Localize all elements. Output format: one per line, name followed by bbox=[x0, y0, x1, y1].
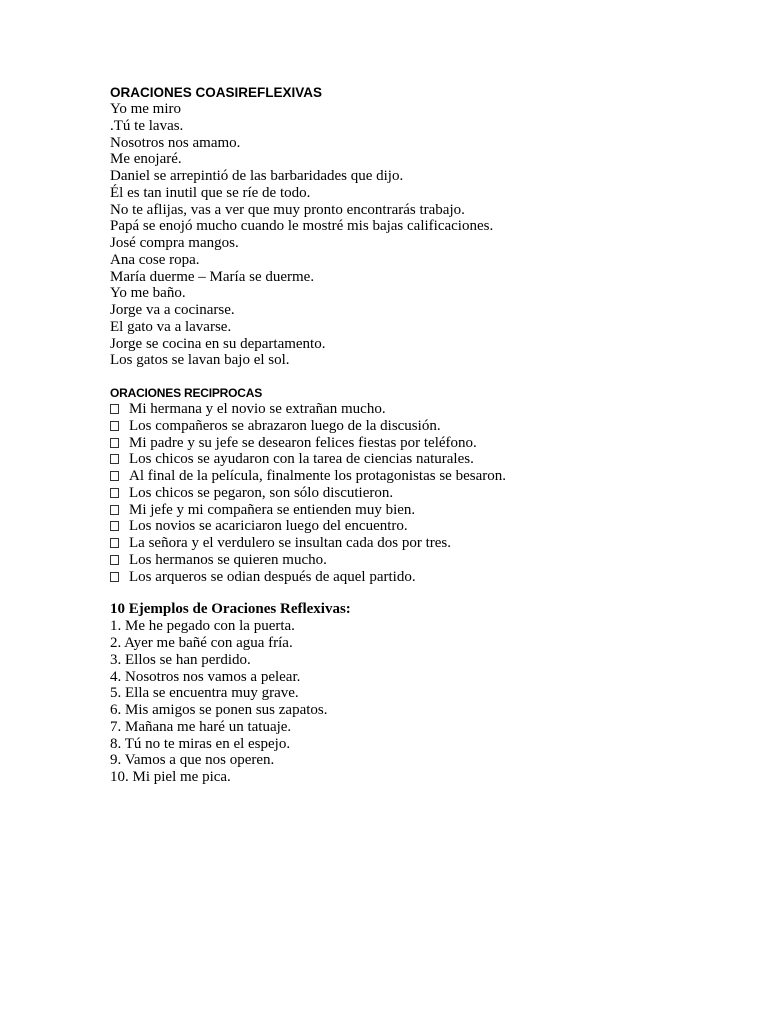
list-item: 2. Ayer me bañé con agua fría. bbox=[110, 635, 293, 651]
bullet-box-icon bbox=[110, 538, 119, 548]
sentence-line: Papá se enojó mucho cuando le mostré mis bajas calificaciones. bbox=[110, 218, 494, 235]
sentence-line: Ana cose ropa. bbox=[110, 251, 200, 268]
sentence-line: No te aflijas, vas a ver que muy pronto encontrarás trabajo. bbox=[110, 201, 465, 218]
list-item: 4. Nosotros nos vamos a pelear. bbox=[110, 668, 301, 685]
list-item-text: Mi jefe y mi compañera se entienden muy bien. bbox=[129, 501, 416, 518]
list-item-text: Los novios se acariciaron luego del encuentro. bbox=[129, 518, 408, 535]
list-item-text: Mi padre y su jefe se desearon felices fiestas por teléfono. bbox=[129, 434, 477, 451]
list-item: 8. Tú no te miras en el espejo. bbox=[110, 735, 291, 752]
list-item-text: La señora y el verdulero se insultan cada dos por tres. bbox=[129, 535, 451, 551]
bullet-box-icon bbox=[110, 521, 119, 531]
list-item bbox=[110, 518, 710, 535]
list-item-text: Al final de la película, finalmente los protagonistas se besaron. bbox=[129, 468, 506, 484]
list-item bbox=[110, 535, 710, 552]
list-item bbox=[110, 451, 710, 468]
list-item-text: Los arqueros se odian después de aquel partido. bbox=[129, 568, 416, 585]
section-title-reciprocas: ORACIONES RECIPROCAS bbox=[110, 386, 263, 400]
sentence-line: María duerme – María se duerme. bbox=[110, 268, 315, 285]
bullet-box-icon bbox=[110, 572, 119, 582]
sentence-line: Él es tan inutil que se ríe de todo. bbox=[110, 184, 311, 201]
sentence-line: Nosotros nos amamo. bbox=[110, 134, 241, 151]
list-item: 10. Mi piel me pica. bbox=[110, 769, 231, 785]
bullet-box-icon bbox=[110, 471, 119, 481]
bullet-box-icon bbox=[110, 488, 119, 498]
list-item-text: Los compañeros se abrazaron luego de la discusión. bbox=[129, 417, 441, 434]
list-item bbox=[110, 468, 710, 485]
coasireflexivas-list bbox=[110, 101, 710, 369]
sentence-line: Yo me miro bbox=[110, 101, 181, 117]
list-item: 7. Mañana me haré un tatuaje. bbox=[110, 718, 292, 735]
list-item bbox=[110, 502, 710, 519]
bullet-box-icon bbox=[110, 505, 119, 515]
sentence-line: Daniel se arrepintió de las barbaridades que dijo. bbox=[110, 168, 404, 184]
section-title-coasireflexivas: ORACIONES COASIREFLEXIVAS bbox=[110, 85, 323, 100]
document-page bbox=[110, 85, 710, 786]
sentence-line: Los gatos se lavan bajo el sol. bbox=[110, 352, 290, 369]
list-item bbox=[110, 485, 710, 502]
bullet-box-icon bbox=[110, 438, 119, 448]
list-item bbox=[110, 418, 710, 435]
list-item-text: Los hermanos se quieren mucho. bbox=[129, 551, 327, 568]
list-item: 1. Me he pegado con la puerta. bbox=[110, 618, 295, 635]
bullet-box-icon bbox=[110, 555, 119, 565]
list-item: 3. Ellos se han perdido. bbox=[110, 651, 251, 668]
list-item-text: Los chicos se ayudaron con la tarea de ciencias naturales. bbox=[129, 451, 474, 468]
list-item-text: Los chicos se pegaron, son sólo discutieron. bbox=[129, 484, 394, 501]
reciprocas-list bbox=[110, 401, 710, 585]
sentence-line: Jorge va a cocinarse. bbox=[110, 302, 235, 318]
list-item: 9. Vamos a que nos operen. bbox=[110, 752, 275, 769]
list-item bbox=[110, 435, 710, 452]
sentence-line: José compra mangos. bbox=[110, 235, 239, 251]
list-item: 6. Mis amigos se ponen sus zapatos. bbox=[110, 702, 328, 718]
sentence-line: Me enojaré. bbox=[110, 151, 182, 168]
list-item bbox=[110, 552, 710, 569]
sentence-line: Yo me baño. bbox=[110, 285, 186, 302]
list-item bbox=[110, 401, 710, 418]
list-item: 5. Ella se encuentra muy grave. bbox=[110, 685, 299, 702]
list-item-text: Mi hermana y el novio se extrañan mucho. bbox=[129, 401, 386, 417]
reflexivas-list bbox=[110, 618, 710, 786]
sentence-line: Jorge se cocina en su departamento. bbox=[110, 335, 326, 352]
list-item bbox=[110, 569, 710, 586]
sentence-line: .Tú te lavas. bbox=[110, 117, 184, 134]
section-title-reflexivas: 10 Ejemplos de Oraciones Reflexivas: bbox=[110, 601, 351, 618]
bullet-box-icon bbox=[110, 454, 119, 464]
bullet-box-icon bbox=[110, 421, 119, 431]
bullet-box-icon bbox=[110, 404, 119, 414]
sentence-line: El gato va a lavarse. bbox=[110, 318, 232, 335]
